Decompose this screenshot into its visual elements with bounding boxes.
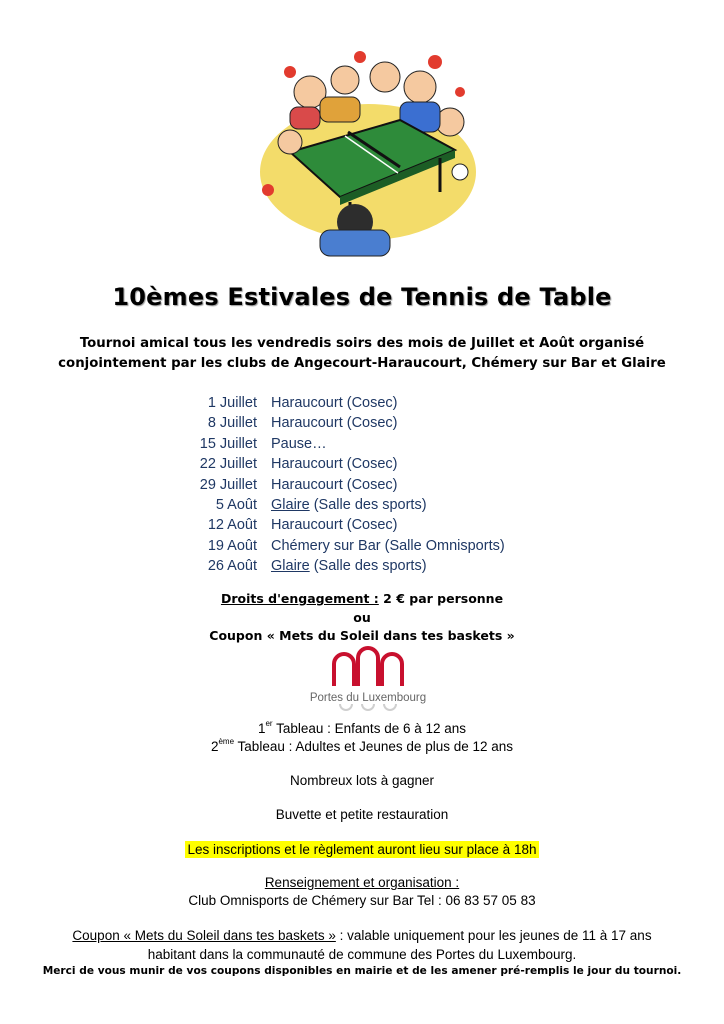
schedule-row [150, 495, 570, 515]
player-shirt [320, 97, 360, 122]
t1-sup: er [265, 719, 273, 728]
schedule-date: 22 Juillet [199, 456, 257, 473]
page-title: 10èmes Estivales de Tennis de Table [112, 283, 612, 311]
player-head [278, 130, 302, 154]
coupon-note-text: : valable uniquement pour les jeunes de 11 à 17 ans [335, 928, 652, 943]
fees-label: Droits d'engagement : [220, 591, 379, 606]
venue-detail: (Salle des sports) [309, 497, 427, 514]
logo-arch [334, 654, 354, 686]
venue-detail: (Salle des sports) [309, 558, 427, 575]
schedule-venue [271, 495, 427, 515]
fees-line [0, 590, 724, 609]
buvette-text: Buvette et petite restauration [275, 807, 449, 822]
table-category-2 [0, 739, 724, 754]
schedule-date: 1 Juillet [207, 395, 257, 411]
schedule-row [150, 536, 570, 556]
schedule-venue: Haraucourt (Cosec) [271, 476, 398, 493]
prizes-text: Nombreux lots à gagner [289, 773, 435, 788]
player-shirt [320, 230, 390, 256]
fees-amount: 2 € par personne [378, 591, 504, 606]
schedule-date: 15 Juillet [199, 435, 257, 452]
schedule-venue [271, 556, 427, 576]
portes-du-luxembourg-logo [300, 646, 436, 718]
ball-icon [452, 164, 468, 180]
schedule-venue: Chémery sur Bar (Salle Omnisports) [271, 537, 505, 554]
schedule-venue: Pause… [271, 435, 327, 452]
schedule-date: 8 Juillet [207, 415, 257, 432]
t1-num: 1 [257, 721, 266, 736]
contact-label: Renseignement et organisation : [264, 875, 460, 890]
coupon-note-label: Coupon « Mets du Soleil dans tes baskets » [72, 928, 336, 943]
schedule-venue: Haraucourt (Cosec) [271, 517, 398, 534]
intro-text [40, 334, 684, 374]
schedule-date: 5 Août [215, 497, 257, 514]
paddle-icon [455, 87, 465, 97]
schedule-venue: Haraucourt (Cosec) [271, 456, 398, 473]
schedule-row [150, 556, 570, 576]
schedule-list [150, 393, 570, 577]
entry-fees [0, 590, 724, 646]
table-category-1 [0, 721, 724, 736]
contact-text: Club Omnisports de Chémery sur Bar Tel : 06 83 57 05 83 [188, 893, 536, 908]
schedule-date: 29 Juillet [199, 476, 257, 493]
fees-coupon: Coupon « Mets du Soleil dans tes baskets » [209, 628, 515, 643]
t1-text: Tableau : Enfants de 6 à 12 ans [272, 721, 467, 736]
schedule-venue: Haraucourt (Cosec) [271, 415, 398, 432]
t2-num: 2 [210, 739, 219, 754]
contact-label-line [0, 875, 724, 890]
schedule-row [150, 515, 570, 535]
paddle-icon [354, 51, 366, 63]
paddle-icon [428, 55, 442, 69]
paddle-icon [284, 66, 296, 78]
player-head [370, 62, 400, 92]
player-head [404, 71, 436, 103]
logo-arch [382, 654, 402, 686]
schedule-row [150, 393, 570, 413]
registration-highlight: Les inscriptions et le règlement auront lieu sur place à 18h [185, 841, 540, 858]
schedule-row [150, 434, 570, 454]
schedule-row [150, 475, 570, 495]
intro-line: Tournoi amical tous les vendredis soirs des mois de Juillet et Août organisé [79, 336, 645, 351]
t2-sup: ème [218, 737, 235, 746]
fees-or: ou [353, 609, 371, 625]
schedule-venue: Haraucourt (Cosec) [271, 395, 398, 411]
t2-text: Tableau : Adultes et Jeunes de plus de 12 ans [234, 739, 514, 754]
venue-town-link: Glaire [271, 497, 310, 514]
venue-town-link: Glaire [271, 558, 310, 575]
footer-note: Merci de vous munir de vos coupons disponibles en mairie et de les amener pré-remplis le jour du tournoi. [42, 965, 682, 977]
logo-reflection [340, 704, 396, 710]
intro-line: conjointement par les clubs de Angecourt-Haraucourt, Chémery sur Bar et Glaire [58, 356, 666, 371]
logo-arch [358, 648, 378, 686]
schedule-date: 19 Août [207, 537, 257, 554]
player-shirt [290, 107, 320, 129]
coupon-note-line2: habitant dans la communauté de commune des Portes du Luxembourg. [147, 947, 577, 962]
ping-pong-cartoon-illustration [250, 32, 480, 264]
schedule-row [150, 413, 570, 433]
schedule-date: 12 Août [207, 517, 257, 534]
registration-notice [0, 842, 724, 857]
schedule-row [150, 454, 570, 474]
paddle-icon [262, 184, 274, 196]
player-head [331, 66, 359, 94]
schedule-date: 26 Août [207, 558, 257, 575]
logo-text: Portes du Luxembourg [309, 692, 427, 704]
coupon-note-line1 [0, 928, 724, 943]
